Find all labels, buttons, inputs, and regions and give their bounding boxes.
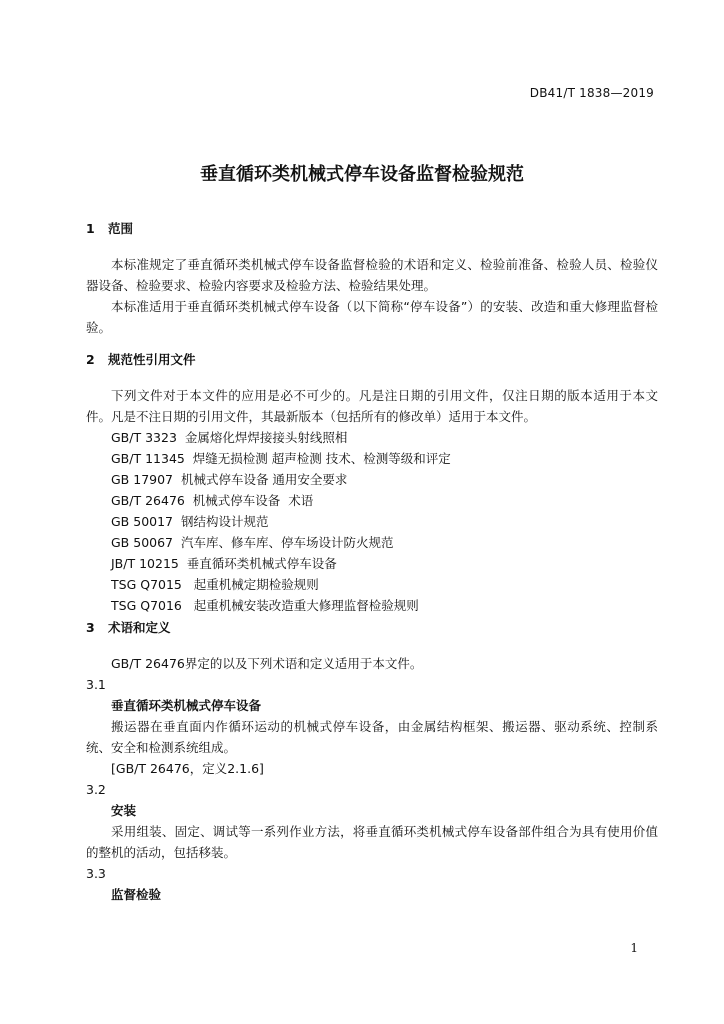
section-3-heading [86,617,658,638]
section-1-heading [86,218,658,239]
reference-item: GB/T 26476 机械式停车设备 术语 [111,493,314,508]
section-1-title: 范围 [108,221,134,236]
paragraph: 本标准规定了垂直循环类机械式停车设备监督检验的术语和定义、检验前准备、检验人员、检验仪器设备、检验要求、检验内容要求及检验方法、检验结果处理。 [86,257,658,293]
section-1-body [86,254,658,338]
reference-item: GB/T 11345 焊缝无损检测 超声检测 技术、检测等级和评定 [111,451,451,466]
section-2-title: 规范性引用文件 [108,352,196,367]
document-title: 垂直循环类机械式停车设备监督检验规范 [200,164,524,185]
section-3 [86,617,658,638]
section-2-number: 2 [86,352,95,367]
term-number: 3.3 [86,866,106,881]
reference-item: TSG Q7015 起重机械定期检验规则 [111,577,319,592]
term-number: 3.1 [86,677,106,692]
document-code: DB41/T 1838—2019 [529,86,654,100]
section-3-body [86,653,658,905]
term-source: [GB/T 26476，定义2.1.6] [111,761,264,776]
reference-item: TSG Q7016 起重机械安装改造重大修理监督检验规则 [111,598,419,613]
paragraph: 本标准适用于垂直循环类机械式停车设备（以下简称“停车设备”）的安装、改造和重大修理监督检验。 [86,299,658,335]
section-1 [86,218,658,239]
paragraph: 下列文件对于本文件的应用是必不可少的。凡是注日期的引用文件，仅注日期的版本适用于本文件。凡是不注日期的引用文件，其最新版本（包括所有的修改单）适用于本文件。 [86,388,658,424]
term-definition: 采用组装、固定、调试等一系列作业方法，将垂直循环类机械式停车设备部件组合为具有使用价值的整机的活动，包括移装。 [86,824,658,860]
page-number: 1 [630,941,638,955]
reference-item: JB/T 10215 垂直循环类机械式停车设备 [111,556,337,571]
section-2 [86,349,658,370]
reference-item: GB 50017 钢结构设计规范 [111,514,269,529]
term-name: 监督检验 [111,887,162,902]
section-2-heading [86,349,658,370]
term-number: 3.2 [86,782,106,797]
term-name: 安装 [111,803,137,818]
reference-item: GB/T 3323 金属熔化焊焊接接头射线照相 [111,430,348,445]
section-3-title: 术语和定义 [108,620,171,635]
reference-item: GB 50067 汽车库、修车库、停车场设计防火规范 [111,535,394,550]
reference-item: GB 17907 机械式停车设备 通用安全要求 [111,472,348,487]
section-1-number: 1 [86,221,95,236]
term-definition: 搬运器在垂直面内作循环运动的机械式停车设备，由金属结构框架、搬运器、驱动系统、控制系统、安全和检测系统组成。 [86,719,658,755]
paragraph: GB/T 26476界定的以及下列术语和定义适用于本文件。 [111,656,423,671]
section-2-body [86,385,658,616]
term-name: 垂直循环类机械式停车设备 [111,698,262,713]
section-3-number: 3 [86,620,95,635]
